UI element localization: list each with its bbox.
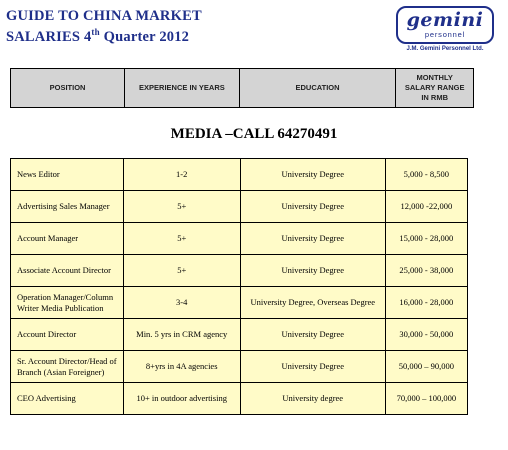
table-row [11,351,468,383]
cell-salary: 12,000 -22,000 [385,191,467,223]
cell-education: University Degree [240,223,385,255]
table-row [11,223,468,255]
logo-company-name: J.M. Gemini Personnel Ltd. [406,46,484,52]
table-row [11,383,468,415]
cell-education: University Degree [240,319,385,351]
cell-salary: 16,000 - 28,000 [385,287,467,319]
cell-experience: 8+yrs in 4A agencies [123,351,240,383]
cell-experience: 5+ [123,223,240,255]
title-line-1: GUIDE TO CHINA MARKET [6,8,202,24]
table-row [11,191,468,223]
table-row [11,255,468,287]
table-row [11,319,468,351]
cell-position: Associate Account Director [11,255,124,287]
header-position: POSITION [11,69,125,108]
title-line-2-prefix: SALARIES 4 [6,28,92,45]
cell-education: University Degree [240,255,385,287]
section-title: MEDIA –CALL 64270491 [170,126,338,142]
cell-experience: 1-2 [123,159,240,191]
header-salary: MONTHLY SALARY RANGE IN RMB [396,69,474,108]
salary-table [10,158,468,415]
cell-experience: 10+ in outdoor advertising [123,383,240,415]
cell-position: Sr. Account Director/Head of Branch (Asian Foreigner) [11,351,124,383]
cell-position: News Editor [11,159,124,191]
title-superscript: th [91,27,100,37]
cell-salary: 30,000 - 50,000 [385,319,467,351]
logo-subtitle: personnel [424,30,466,39]
logo-badge [396,6,494,44]
title-line-2 [6,24,202,45]
title-line-2-suffix: Quarter 2012 [99,28,190,45]
cell-education: University Degree, Overseas Degree [240,287,385,319]
cell-position: Account Director [11,319,124,351]
table-row [11,287,468,319]
header-experience: EXPERIENCE IN YEARS [125,69,240,108]
page-title [6,8,202,45]
cell-education: University degree [240,383,385,415]
cell-education: University Degree [240,191,385,223]
cell-position: Advertising Sales Manager [11,191,124,223]
cell-experience: Min. 5 yrs in CRM agency [123,319,240,351]
table-row [11,159,468,191]
column-header-table [10,68,474,108]
salary-table-body [11,159,468,415]
header-education: EDUCATION [239,69,396,108]
cell-experience: 5+ [123,191,240,223]
company-logo [396,6,500,52]
cell-education: University Degree [240,351,385,383]
cell-experience: 3-4 [123,287,240,319]
cell-position: CEO Advertising [11,383,124,415]
logo-wordmark: gemini [406,9,484,31]
cell-salary: 5,000 - 8,500 [385,159,467,191]
cell-experience: 5+ [123,255,240,287]
cell-salary: 15,000 - 28,000 [385,223,467,255]
cell-education: University Degree [240,159,385,191]
cell-position: Account Manager [11,223,124,255]
cell-salary: 70,000 – 100,000 [385,383,467,415]
header-row [11,69,474,108]
cell-salary: 50,000 – 90,000 [385,351,467,383]
cell-salary: 25,000 - 38,000 [385,255,467,287]
cell-position: Operation Manager/Column Writer Media Publication [11,287,124,319]
